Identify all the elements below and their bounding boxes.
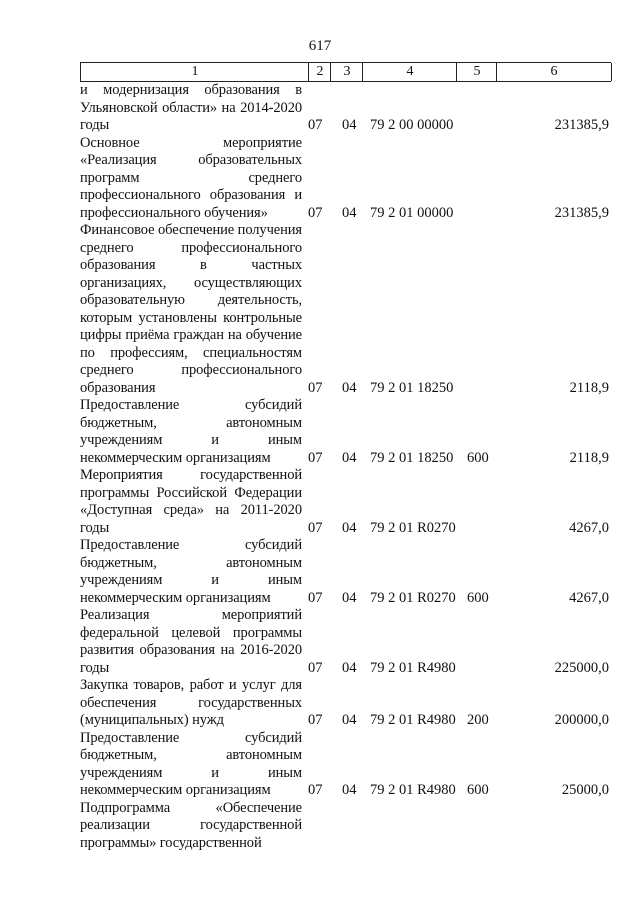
row-col-3: 04 <box>342 204 357 221</box>
row-col-3: 04 <box>342 117 357 133</box>
row-col-4: 79 2 01 R0270 <box>370 519 456 536</box>
row-name: Основное мероприятие «Реализация образовательных программ среднего профессионального образования и профессионального обучения» <box>80 134 302 221</box>
row-col-4: 79 2 01 18250 <box>370 379 454 396</box>
table-row <box>80 537 611 607</box>
row-col-5: 600 <box>467 449 489 466</box>
row-name: Реализация мероприятий федеральной целевой программы развития образования на 2016-2020 годы <box>80 607 302 676</box>
table-row <box>80 82 611 135</box>
row-col-5: 200 <box>467 712 489 728</box>
row-col-6: 25000,0 <box>561 782 609 798</box>
row-name: Предоставление субсидий бюджетным, автономным учреждениям и иным некоммерческим организациям <box>80 397 302 466</box>
page-number: 617 <box>308 38 332 54</box>
row-col-4: 79 2 01 R4980 <box>370 782 456 798</box>
header-col-4: 4 <box>362 63 457 81</box>
table-row <box>80 800 611 853</box>
row-col-6: 2118,9 <box>569 379 609 396</box>
row-col-2: 07 <box>308 117 323 133</box>
row-col-3: 04 <box>342 712 357 728</box>
row-name: Мероприятия государственной программы Российской Федерации «Доступная среда» на 2011-2020 годы <box>80 467 302 536</box>
row-name: Финансовое обеспечение получения среднего профессионального образования в частных организациях, осуществляющих образовательную деятельность, которым установлены контрольные цифры приёма граждан на обучение по профессиям, специальностям среднего профессионального образования <box>80 222 302 396</box>
row-col-5: 600 <box>467 782 489 798</box>
row-col-2: 07 <box>308 782 323 798</box>
header-col-5: 5 <box>456 63 497 81</box>
header-col-6: 6 <box>496 63 612 81</box>
row-name: и модернизация образования в Ульяновской области» на 2014-2020 годы <box>80 82 302 133</box>
row-col-3: 04 <box>342 659 357 676</box>
row-col-4: 79 2 00 00000 <box>370 117 454 133</box>
table-row <box>80 730 611 800</box>
table-body <box>80 82 611 852</box>
row-col-6: 200000,0 <box>554 712 609 728</box>
row-col-3: 04 <box>342 589 357 606</box>
row-col-4: 79 2 01 R4980 <box>370 659 456 676</box>
row-col-2: 07 <box>308 379 323 396</box>
row-col-2: 07 <box>308 712 323 728</box>
row-name: Подпрограмма «Обеспечение реализации государственной программы» государственной <box>80 799 302 851</box>
row-col-4: 79 2 01 00000 <box>370 204 454 221</box>
row-col-3: 04 <box>342 782 357 798</box>
table-row <box>80 467 611 537</box>
row-col-6: 231385,9 <box>554 117 609 133</box>
row-col-5: 600 <box>467 589 489 606</box>
row-col-2: 07 <box>308 659 323 676</box>
table-header <box>80 62 611 82</box>
table-row <box>80 677 611 730</box>
row-col-2: 07 <box>308 589 323 606</box>
table-row <box>80 222 611 397</box>
row-col-4: 79 2 01 R0270 <box>370 589 456 606</box>
row-name: Закупка товаров, работ и услуг для обеспечения государственных (муниципальных) нужд <box>80 677 302 728</box>
row-col-2: 07 <box>308 204 323 221</box>
row-col-6: 2118,9 <box>569 449 609 466</box>
header-col-1: 1 <box>80 63 309 81</box>
row-col-3: 04 <box>342 449 357 466</box>
row-col-3: 04 <box>342 519 357 536</box>
row-col-6: 225000,0 <box>554 659 609 676</box>
table-row <box>80 607 611 677</box>
row-col-4: 79 2 01 R4980 <box>370 712 456 728</box>
table-row <box>80 397 611 467</box>
row-col-3: 04 <box>342 379 357 396</box>
row-col-2: 07 <box>308 519 323 536</box>
row-col-6: 231385,9 <box>554 204 609 221</box>
row-col-4: 79 2 01 18250 <box>370 449 454 466</box>
row-col-6: 4267,0 <box>569 519 609 536</box>
header-col-2: 2 <box>308 63 331 81</box>
header-col-3: 3 <box>330 63 363 81</box>
row-name: Предоставление субсидий бюджетным, автономным учреждениям и иным некоммерческим организациям <box>80 537 302 606</box>
table-row <box>80 135 611 223</box>
row-col-6: 4267,0 <box>569 589 609 606</box>
row-name: Предоставление субсидий бюджетным, автономным учреждениям и иным некоммерческим организациям <box>80 729 302 798</box>
row-col-2: 07 <box>308 449 323 466</box>
